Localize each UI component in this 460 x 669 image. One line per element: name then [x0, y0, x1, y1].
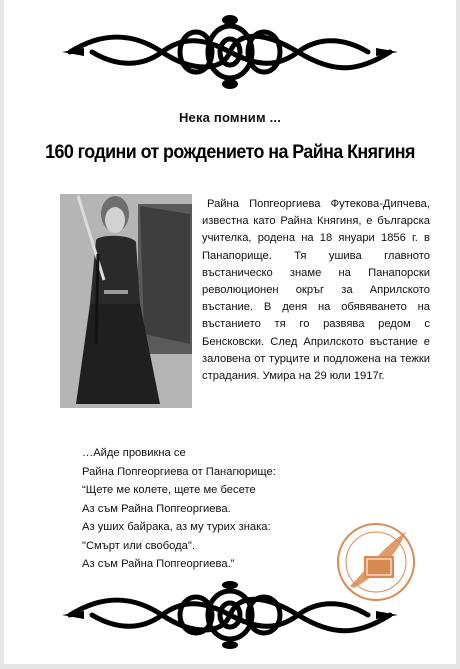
poem-line: Аз уших байрака, аз му турих знака:: [82, 521, 271, 533]
poem-line: “Щете ме колете, щете ме бесете: [82, 484, 256, 496]
biography-text: Райна Попгеоргиева Футекова-Дипчева, известна като Райна Княгиня, е българска учителка, родена на 18 януари 1856 г. в Панапорище. Тя ушива главното въстаническо знаме на Панапорски революционен окръг за Априлското въстание. В деня на обявяването на въстанието тя го развява редом с Бенсковски. След Априлското въстание е заловена от турците и подложена на тежки страдания. Умира на 29 юли 1917г.: [202, 198, 430, 383]
poem-line: "Смърт или свобода".: [82, 539, 195, 552]
poem-line: …Айде провикна се: [82, 447, 186, 459]
poem: [82, 444, 276, 574]
page-title: 160 години от рождението на Райна Княгиня: [45, 142, 415, 163]
page: [4, 0, 456, 664]
poem-line: Аз съм Райна Попгеоргиева.”: [82, 558, 235, 570]
ornament-top: [62, 12, 398, 90]
portrait-photo: [60, 194, 192, 408]
ornament-bottom: [62, 580, 398, 650]
subtitle: Нека помним ...: [178, 110, 282, 125]
poem-line: Райна Попгеоргиева от Панагюрище:: [82, 465, 276, 478]
portrait-figure: [60, 194, 192, 408]
poem-line: Аз съм Райна Попгеоргиева.: [82, 502, 231, 515]
